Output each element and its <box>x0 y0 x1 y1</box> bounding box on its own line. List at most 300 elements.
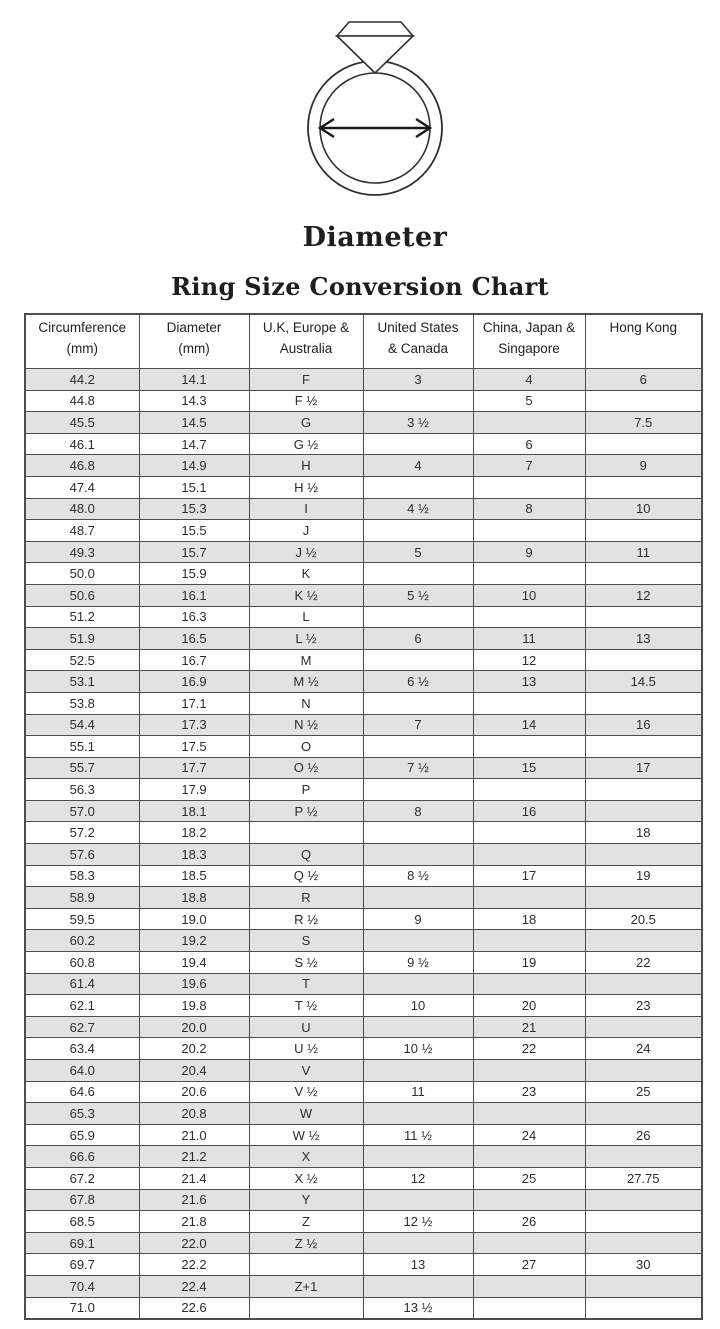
table-cell: 62.1 <box>25 995 139 1017</box>
table-cell <box>585 563 702 585</box>
table-cell: G ½ <box>249 433 363 455</box>
table-row <box>25 930 702 952</box>
table-cell: 18.1 <box>139 800 249 822</box>
table-cell: X <box>249 1146 363 1168</box>
table-cell: 19 <box>585 865 702 887</box>
table-cell: 22.6 <box>139 1297 249 1319</box>
table-cell: 19 <box>473 952 585 974</box>
table-header <box>25 314 702 369</box>
table-cell: 15.7 <box>139 541 249 563</box>
table-cell: K ½ <box>249 584 363 606</box>
table-cell: 48.0 <box>25 498 139 520</box>
table-cell: 14.5 <box>585 671 702 693</box>
table-cell <box>363 1103 473 1125</box>
column-header-diameter: Diameter (mm) <box>139 314 249 369</box>
table-cell <box>363 1232 473 1254</box>
table-cell: 53.8 <box>25 692 139 714</box>
table-row <box>25 973 702 995</box>
table-cell <box>249 822 363 844</box>
table-cell: 53.1 <box>25 671 139 693</box>
table-cell: 10 <box>585 498 702 520</box>
table-cell <box>363 1146 473 1168</box>
table-cell <box>363 844 473 866</box>
table-cell: 20.4 <box>139 1060 249 1082</box>
table-cell: 22.0 <box>139 1232 249 1254</box>
table-row <box>25 390 702 412</box>
table-cell: 27.75 <box>585 1167 702 1189</box>
header-row <box>25 314 702 369</box>
table-cell: 16.1 <box>139 584 249 606</box>
table-cell: 70.4 <box>25 1275 139 1297</box>
table-cell: 25 <box>473 1167 585 1189</box>
table-cell: 24 <box>473 1124 585 1146</box>
table-cell <box>473 563 585 585</box>
table-cell <box>585 649 702 671</box>
table-cell: J <box>249 520 363 542</box>
table-cell: 22.2 <box>139 1254 249 1276</box>
table-cell: M <box>249 649 363 671</box>
table-cell: J ½ <box>249 541 363 563</box>
table-cell: 16 <box>473 800 585 822</box>
table-cell: 50.0 <box>25 563 139 585</box>
table-cell: 11 ½ <box>363 1124 473 1146</box>
table-cell <box>473 1297 585 1319</box>
table-cell: M ½ <box>249 671 363 693</box>
table-cell <box>363 433 473 455</box>
table-cell: 4 ½ <box>363 498 473 520</box>
table-cell: 6 ½ <box>363 671 473 693</box>
table-cell: 6 <box>473 433 585 455</box>
table-cell: F <box>249 369 363 391</box>
table-cell <box>473 1232 585 1254</box>
table-row <box>25 563 702 585</box>
table-cell: 16.3 <box>139 606 249 628</box>
table-cell: S <box>249 930 363 952</box>
table-cell <box>585 779 702 801</box>
table-cell: 15.1 <box>139 476 249 498</box>
table-cell: 6 <box>363 628 473 650</box>
table-cell <box>363 649 473 671</box>
table-row <box>25 541 702 563</box>
ring-size-table <box>24 313 703 1320</box>
table-cell: 17 <box>473 865 585 887</box>
table-row <box>25 1038 702 1060</box>
table-cell: 64.6 <box>25 1081 139 1103</box>
table-cell: 30 <box>585 1254 702 1276</box>
table-row <box>25 671 702 693</box>
table-row <box>25 498 702 520</box>
table-cell: 63.4 <box>25 1038 139 1060</box>
table-cell: 66.6 <box>25 1146 139 1168</box>
table-row <box>25 1016 702 1038</box>
table-cell <box>585 1232 702 1254</box>
table-cell: 57.2 <box>25 822 139 844</box>
table-cell <box>585 1189 702 1211</box>
table-row <box>25 736 702 758</box>
table-cell: 65.3 <box>25 1103 139 1125</box>
table-cell <box>585 973 702 995</box>
table-cell: 69.1 <box>25 1232 139 1254</box>
table-cell: 50.6 <box>25 584 139 606</box>
column-header-us-canada: United States & Canada <box>363 314 473 369</box>
table-cell <box>249 1254 363 1276</box>
ring-with-diamond-icon <box>300 15 450 200</box>
table-cell: 44.2 <box>25 369 139 391</box>
table-cell <box>249 1297 363 1319</box>
table-cell: 67.8 <box>25 1189 139 1211</box>
table-row <box>25 1103 702 1125</box>
table-cell <box>363 930 473 952</box>
table-cell: 16 <box>585 714 702 736</box>
table-row <box>25 995 702 1017</box>
table-cell: 18.5 <box>139 865 249 887</box>
table-cell <box>585 1146 702 1168</box>
table-cell: 21 <box>473 1016 585 1038</box>
table-cell <box>473 692 585 714</box>
table-cell: 20.2 <box>139 1038 249 1060</box>
table-cell: 51.9 <box>25 628 139 650</box>
table-cell: 4 <box>473 369 585 391</box>
table-cell: 16.9 <box>139 671 249 693</box>
table-cell: 8 <box>363 800 473 822</box>
table-cell <box>363 887 473 909</box>
table-row <box>25 455 702 477</box>
table-cell <box>473 520 585 542</box>
table-cell <box>473 973 585 995</box>
table-cell: 60.2 <box>25 930 139 952</box>
table-cell: 49.3 <box>25 541 139 563</box>
table-cell: N <box>249 692 363 714</box>
table-cell: 46.8 <box>25 455 139 477</box>
table-cell: L ½ <box>249 628 363 650</box>
table-row <box>25 1275 702 1297</box>
table-row <box>25 476 702 498</box>
table-cell: L <box>249 606 363 628</box>
table-cell: 57.0 <box>25 800 139 822</box>
column-header-uk-europe-australia: U.K, Europe & Australia <box>249 314 363 369</box>
table-cell: 8 ½ <box>363 865 473 887</box>
table-row <box>25 779 702 801</box>
table-cell <box>585 1103 702 1125</box>
table-cell <box>585 433 702 455</box>
table-row <box>25 520 702 542</box>
table-cell: 3 <box>363 369 473 391</box>
table-cell: 21.2 <box>139 1146 249 1168</box>
table-cell <box>363 736 473 758</box>
table-cell: 14.7 <box>139 433 249 455</box>
table-cell: 65.9 <box>25 1124 139 1146</box>
table-cell <box>473 930 585 952</box>
table-cell <box>473 1189 585 1211</box>
table-row <box>25 1254 702 1276</box>
table-cell: 17.3 <box>139 714 249 736</box>
table-cell: V <box>249 1060 363 1082</box>
table-cell: 24 <box>585 1038 702 1060</box>
table-cell: 22.4 <box>139 1275 249 1297</box>
table-cell: 45.5 <box>25 412 139 434</box>
table-cell <box>473 1103 585 1125</box>
table-cell: 23 <box>473 1081 585 1103</box>
table-cell: 26 <box>585 1124 702 1146</box>
table-cell <box>585 800 702 822</box>
table-cell: Y <box>249 1189 363 1211</box>
table-cell: 16.7 <box>139 649 249 671</box>
table-cell <box>363 779 473 801</box>
table-cell: 7.5 <box>585 412 702 434</box>
table-cell: 13 <box>585 628 702 650</box>
table-cell: R ½ <box>249 908 363 930</box>
table-cell: U ½ <box>249 1038 363 1060</box>
table-row <box>25 908 702 930</box>
table-cell: 14.3 <box>139 390 249 412</box>
table-cell: 12 <box>363 1167 473 1189</box>
table-cell <box>363 563 473 585</box>
table-cell: 15.9 <box>139 563 249 585</box>
table-cell: 17 <box>585 757 702 779</box>
table-cell: 18 <box>473 908 585 930</box>
table-cell: 55.7 <box>25 757 139 779</box>
table-cell: 10 ½ <box>363 1038 473 1060</box>
table-cell <box>363 476 473 498</box>
table-cell: 12 ½ <box>363 1211 473 1233</box>
table-cell: 47.4 <box>25 476 139 498</box>
table-row <box>25 1189 702 1211</box>
table-cell <box>473 779 585 801</box>
table-cell: 9 ½ <box>363 952 473 974</box>
table-cell: F ½ <box>249 390 363 412</box>
table-cell: 21.4 <box>139 1167 249 1189</box>
table-cell: 20.8 <box>139 1103 249 1125</box>
table-cell: 17.9 <box>139 779 249 801</box>
table-cell: 7 <box>473 455 585 477</box>
table-cell: 60.8 <box>25 952 139 974</box>
table-cell: I <box>249 498 363 520</box>
table-cell: 15 <box>473 757 585 779</box>
table-cell: 20 <box>473 995 585 1017</box>
table-cell: 51.2 <box>25 606 139 628</box>
table-row <box>25 844 702 866</box>
table-cell <box>363 692 473 714</box>
table-row <box>25 1146 702 1168</box>
table-cell: 57.6 <box>25 844 139 866</box>
table-cell: Z <box>249 1211 363 1233</box>
table-cell <box>473 412 585 434</box>
table-cell <box>473 1275 585 1297</box>
table-cell: 14.5 <box>139 412 249 434</box>
table-cell: H ½ <box>249 476 363 498</box>
table-cell: 6 <box>585 369 702 391</box>
table-cell: 5 <box>473 390 585 412</box>
table-cell <box>585 930 702 952</box>
table-cell: 26 <box>473 1211 585 1233</box>
table-row <box>25 628 702 650</box>
table-cell: H <box>249 455 363 477</box>
table-cell: 46.1 <box>25 433 139 455</box>
table-cell <box>585 1211 702 1233</box>
table-row <box>25 584 702 606</box>
table-cell: 19.4 <box>139 952 249 974</box>
table-cell: P <box>249 779 363 801</box>
table-row <box>25 369 702 391</box>
table-cell: 21.6 <box>139 1189 249 1211</box>
table-cell <box>585 692 702 714</box>
table-cell <box>585 476 702 498</box>
table-cell <box>363 1275 473 1297</box>
table-cell <box>473 1060 585 1082</box>
table-row <box>25 606 702 628</box>
table-cell: 21.0 <box>139 1124 249 1146</box>
table-cell: T ½ <box>249 995 363 1017</box>
table-cell: 56.3 <box>25 779 139 801</box>
table-cell <box>473 476 585 498</box>
table-cell <box>585 606 702 628</box>
table-cell: 67.2 <box>25 1167 139 1189</box>
table-cell: T <box>249 973 363 995</box>
table-cell: 15.5 <box>139 520 249 542</box>
table-cell <box>585 1275 702 1297</box>
table-cell: 18.3 <box>139 844 249 866</box>
table-cell <box>585 520 702 542</box>
table-cell <box>585 1016 702 1038</box>
column-header-hong-kong: Hong Kong <box>585 314 702 369</box>
table-cell: 19.2 <box>139 930 249 952</box>
table-cell <box>363 390 473 412</box>
table-row <box>25 757 702 779</box>
table-cell: 18.8 <box>139 887 249 909</box>
table-cell: 68.5 <box>25 1211 139 1233</box>
table-cell: 20.5 <box>585 908 702 930</box>
diameter-double-arrow-icon <box>320 119 430 137</box>
table-cell: 48.7 <box>25 520 139 542</box>
table-cell <box>585 844 702 866</box>
table-cell: 9 <box>585 455 702 477</box>
table-cell: V ½ <box>249 1081 363 1103</box>
table-cell: 4 <box>363 455 473 477</box>
column-header-china-japan-singapore: China, Japan & Singapore <box>473 314 585 369</box>
table-cell: P ½ <box>249 800 363 822</box>
table-cell: 12 <box>585 584 702 606</box>
table-cell: 62.7 <box>25 1016 139 1038</box>
table-cell: W <box>249 1103 363 1125</box>
table-cell: 55.1 <box>25 736 139 758</box>
table-cell: 61.4 <box>25 973 139 995</box>
table-cell: 7 ½ <box>363 757 473 779</box>
table-cell: 20.0 <box>139 1016 249 1038</box>
table-cell: S ½ <box>249 952 363 974</box>
table-row <box>25 649 702 671</box>
table-cell: 58.3 <box>25 865 139 887</box>
table-cell: 10 <box>363 995 473 1017</box>
table-cell: 10 <box>473 584 585 606</box>
table-cell: 44.8 <box>25 390 139 412</box>
table-row <box>25 800 702 822</box>
table-cell: W ½ <box>249 1124 363 1146</box>
table-cell: 17.1 <box>139 692 249 714</box>
table-cell <box>473 887 585 909</box>
table-cell: 13 <box>363 1254 473 1276</box>
table-cell: 3 ½ <box>363 412 473 434</box>
table-cell: 22 <box>473 1038 585 1060</box>
table-row <box>25 412 702 434</box>
table-row <box>25 1232 702 1254</box>
table-row <box>25 822 702 844</box>
table-cell <box>363 1016 473 1038</box>
table-cell: K <box>249 563 363 585</box>
table-cell <box>363 520 473 542</box>
table-cell: 15.3 <box>139 498 249 520</box>
table-cell: 23 <box>585 995 702 1017</box>
table-cell: U <box>249 1016 363 1038</box>
table-cell: 16.5 <box>139 628 249 650</box>
table-cell: 14.1 <box>139 369 249 391</box>
table-cell: 11 <box>585 541 702 563</box>
table-cell: 22 <box>585 952 702 974</box>
page-title: Ring Size Conversion Chart <box>171 272 549 301</box>
table-cell: 9 <box>363 908 473 930</box>
table-row <box>25 1081 702 1103</box>
table-cell: 18.2 <box>139 822 249 844</box>
table-cell: 5 <box>363 541 473 563</box>
table-cell: 64.0 <box>25 1060 139 1082</box>
table-cell: Q ½ <box>249 865 363 887</box>
table-cell: 52.5 <box>25 649 139 671</box>
table-cell: X ½ <box>249 1167 363 1189</box>
table-cell <box>585 1060 702 1082</box>
table-cell: 25 <box>585 1081 702 1103</box>
table-cell <box>363 1189 473 1211</box>
table-row <box>25 1211 702 1233</box>
table-row <box>25 1297 702 1319</box>
diameter-label: Diameter <box>302 222 448 253</box>
table-cell: 14 <box>473 714 585 736</box>
table-cell: 69.7 <box>25 1254 139 1276</box>
table-row <box>25 433 702 455</box>
table-cell: 13 <box>473 671 585 693</box>
table-cell: 27 <box>473 1254 585 1276</box>
table-cell: 19.6 <box>139 973 249 995</box>
table-body <box>25 369 702 1320</box>
table-cell <box>473 844 585 866</box>
table-row <box>25 952 702 974</box>
table-cell <box>363 1060 473 1082</box>
table-cell: Q <box>249 844 363 866</box>
table-cell <box>473 606 585 628</box>
table-cell <box>585 887 702 909</box>
table-cell: 8 <box>473 498 585 520</box>
table-cell: 71.0 <box>25 1297 139 1319</box>
table-cell <box>585 1297 702 1319</box>
table-cell: 58.9 <box>25 887 139 909</box>
table-cell: R <box>249 887 363 909</box>
table-cell <box>585 390 702 412</box>
table-cell: 17.7 <box>139 757 249 779</box>
table-cell: 20.6 <box>139 1081 249 1103</box>
table-cell: Z ½ <box>249 1232 363 1254</box>
table-cell: 17.5 <box>139 736 249 758</box>
table-cell: 54.4 <box>25 714 139 736</box>
table-row <box>25 887 702 909</box>
table-cell: 18 <box>585 822 702 844</box>
table-cell: O ½ <box>249 757 363 779</box>
table-cell: 5 ½ <box>363 584 473 606</box>
table-cell <box>473 822 585 844</box>
table-cell: 9 <box>473 541 585 563</box>
table-cell: O <box>249 736 363 758</box>
table-row <box>25 865 702 887</box>
table-cell <box>363 822 473 844</box>
table-row <box>25 692 702 714</box>
table-cell: 19.0 <box>139 908 249 930</box>
